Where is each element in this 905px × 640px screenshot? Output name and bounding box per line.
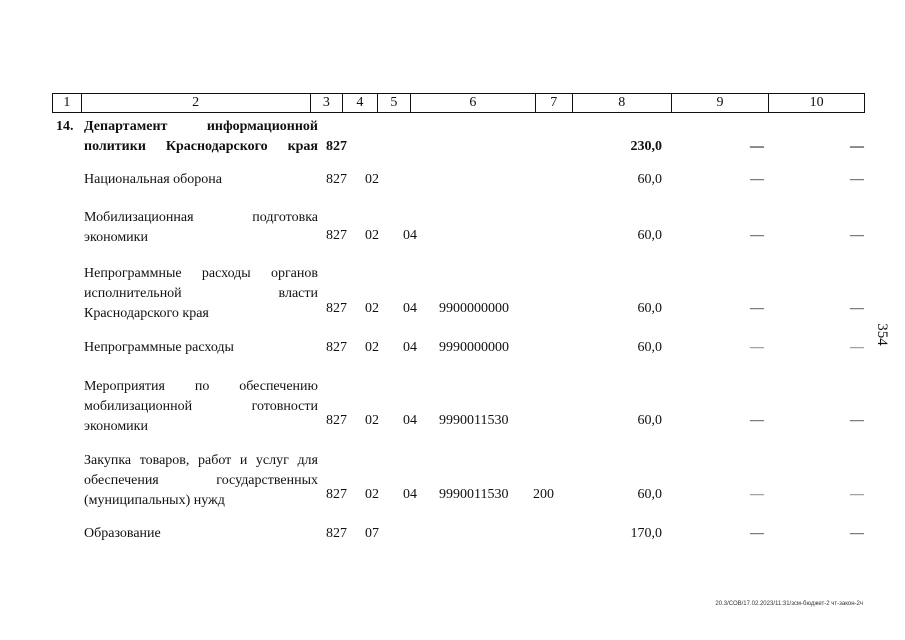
row-name: Мероприятия по обеспечению мобилизационной готовности экономики [84, 379, 318, 434]
table-row [0, 117, 905, 157]
row-amount-3: — [850, 172, 864, 187]
row-name: Закупка товаров, работ и услуг для обеспечения государственных (муниципальных) нужд [84, 453, 318, 508]
table-row [0, 526, 905, 546]
row-ministry-code: 827 [326, 228, 347, 243]
row-amount-3: — [850, 413, 864, 428]
row-subsection-code: 04 [403, 340, 417, 355]
row-section-code: 02 [365, 413, 379, 428]
column-header-row [52, 93, 865, 113]
row-name: Непрограммные расходы органов исполнительной власти Краснодарского края [84, 266, 318, 321]
table-row [0, 377, 905, 437]
row-section-code: 02 [365, 301, 379, 316]
row-amount-1: 60,0 [637, 487, 662, 502]
row-section-code: 02 [365, 487, 379, 502]
row-amount-1: 60,0 [637, 413, 662, 428]
row-amount-1: 60,0 [637, 172, 662, 187]
row-name: Национальная оборона [84, 172, 222, 187]
row-name: Образование [84, 526, 161, 541]
row-section-code: 02 [365, 228, 379, 243]
column-header-8: 8 [573, 94, 672, 112]
row-amount-3: — [850, 487, 864, 502]
row-subsection-code: 04 [403, 413, 417, 428]
row-subsection-code: 04 [403, 301, 417, 316]
row-subsection-code: 04 [403, 228, 417, 243]
table-row [0, 340, 905, 360]
page-number: 354 [873, 323, 890, 346]
table-row [0, 208, 905, 248]
row-ministry-code: 827 [326, 413, 347, 428]
table-row [0, 451, 905, 511]
row-amount-3: — [850, 139, 864, 154]
row-amount-1: 60,0 [637, 301, 662, 316]
row-section-code: 07 [365, 526, 379, 541]
row-ministry-code: 827 [326, 487, 347, 502]
row-ministry-code: 827 [326, 301, 347, 316]
row-number: 14. [56, 119, 74, 134]
row-subsection-code: 04 [403, 487, 417, 502]
row-ministry-code: 827 [326, 526, 347, 541]
row-target-code: 9900000000 [439, 301, 509, 316]
column-header-9: 9 [672, 94, 770, 112]
row-name: Департамент информационной политики Краснодарского края [84, 119, 318, 154]
row-name: Непрограммные расходы [84, 340, 234, 355]
column-header-5: 5 [378, 94, 412, 112]
footer-stamp: 20.3/СОВ/17.02.2023/11:31/зсм-бюджет-2 чт-закон-2ч [715, 601, 863, 607]
row-expense-type-code: 200 [533, 487, 554, 502]
row-ministry-code: 827 [326, 340, 347, 355]
row-amount-3: — [850, 526, 864, 541]
row-amount-2: — [750, 228, 764, 243]
column-header-1: 1 [53, 94, 82, 112]
row-amount-3: — [850, 301, 864, 316]
row-amount-2: — [750, 526, 764, 541]
table-row [0, 264, 905, 324]
row-amount-3: — [850, 340, 864, 355]
row-ministry-code: 827 [326, 172, 347, 187]
row-amount-1: 230,0 [630, 139, 662, 154]
row-name: Мобилизационная подготовка экономики [84, 210, 318, 245]
row-amount-1: 60,0 [637, 228, 662, 243]
table-row [0, 172, 905, 192]
row-target-code: 9990000000 [439, 340, 509, 355]
row-section-code: 02 [365, 340, 379, 355]
row-target-code: 9990011530 [439, 487, 509, 502]
row-amount-2: — [750, 413, 764, 428]
row-amount-1: 170,0 [630, 526, 662, 541]
row-amount-1: 60,0 [637, 340, 662, 355]
row-amount-2: — [750, 172, 764, 187]
row-amount-2: — [750, 487, 764, 502]
column-header-7: 7 [536, 94, 573, 112]
column-header-4: 4 [343, 94, 378, 112]
column-header-6: 6 [411, 94, 535, 112]
row-amount-2: — [750, 301, 764, 316]
column-header-3: 3 [311, 94, 344, 112]
column-header-2: 2 [82, 94, 311, 112]
row-amount-2: — [750, 139, 764, 154]
row-amount-2: — [750, 340, 764, 355]
row-target-code: 9990011530 [439, 413, 509, 428]
row-section-code: 02 [365, 172, 379, 187]
row-ministry-code: 827 [326, 139, 347, 154]
row-amount-3: — [850, 228, 864, 243]
column-header-10: 10 [809, 95, 824, 110]
